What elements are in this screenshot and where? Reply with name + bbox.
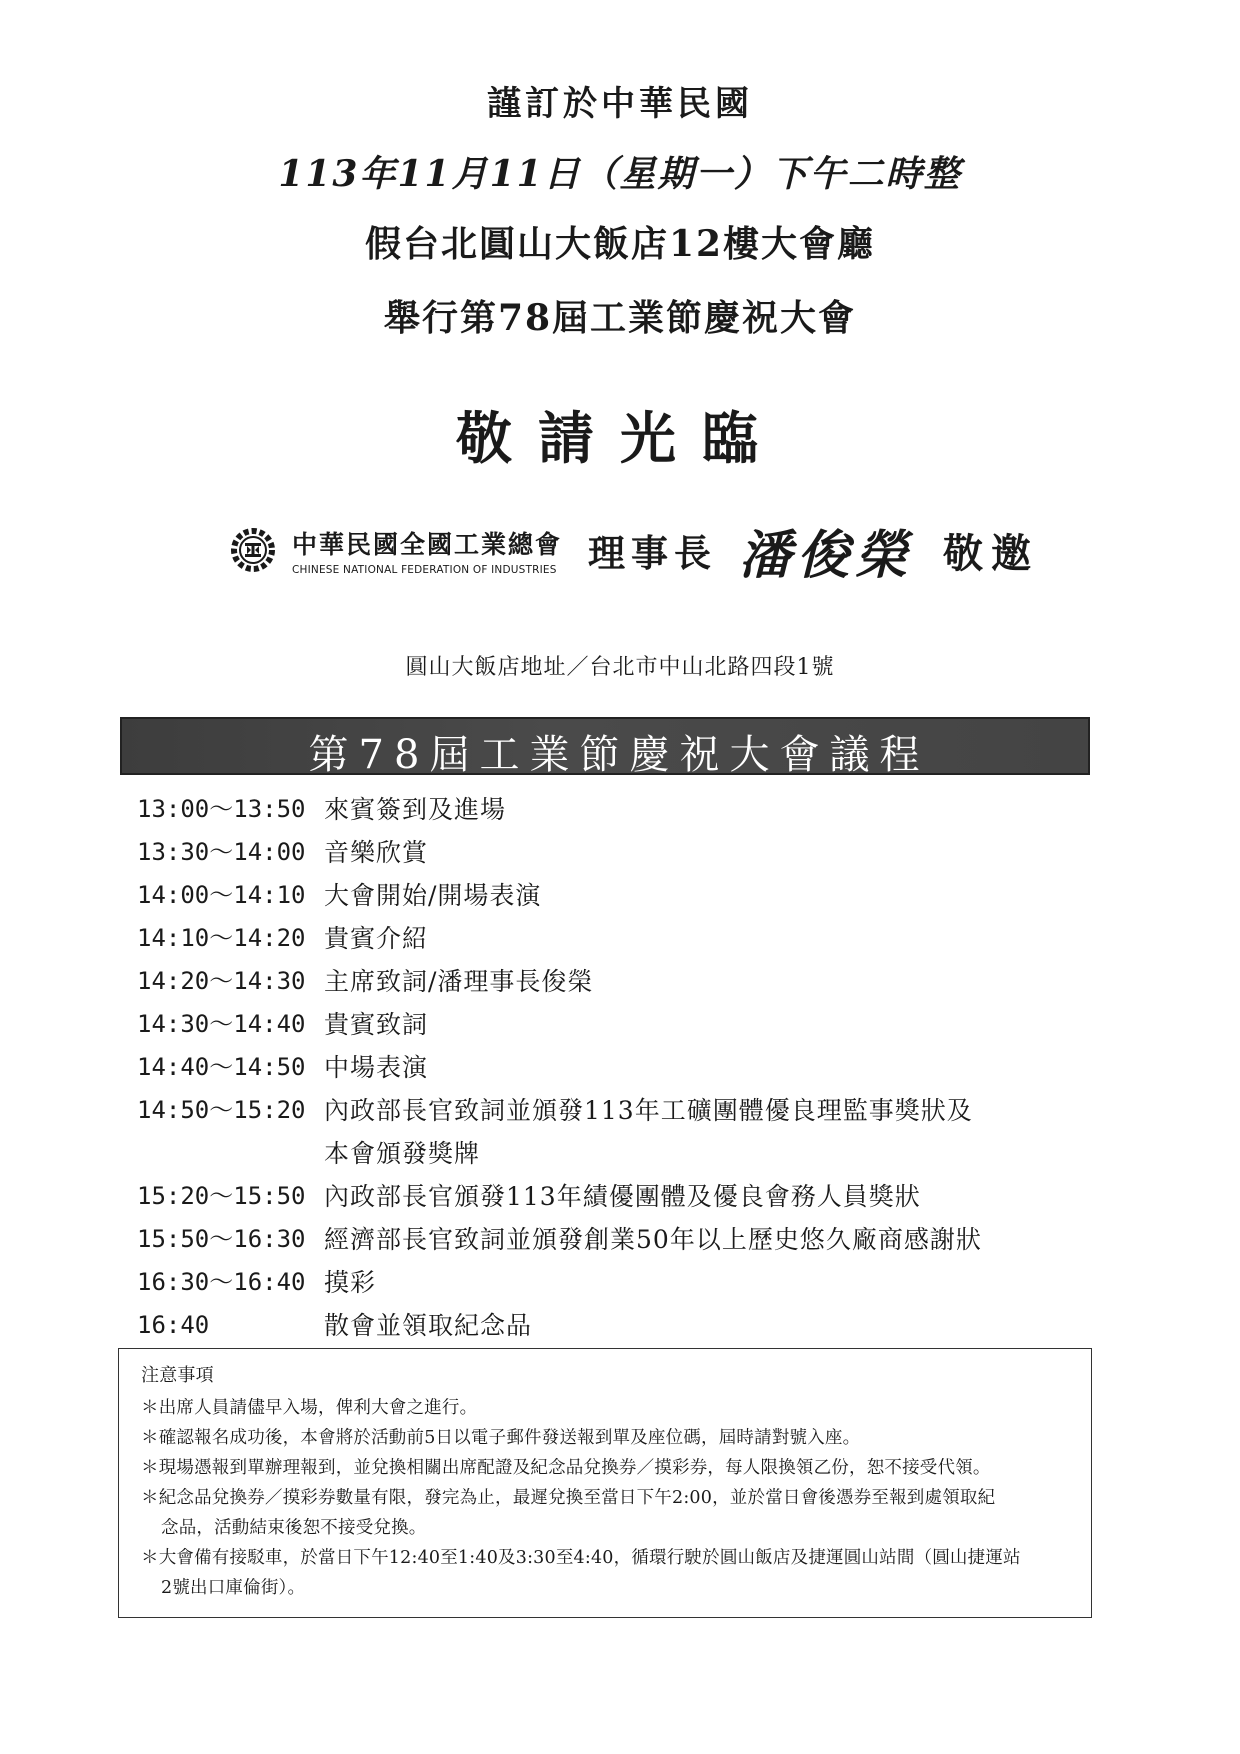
agenda-time: 13:00～13:50 <box>137 795 306 823</box>
note-item-continuation: 2號出口庫倫街）。 <box>161 1578 306 1598</box>
agenda-row <box>137 917 1117 960</box>
agenda-banner <box>120 717 1090 778</box>
organization-name-en: CHINESE NATIONAL FEDERATION OF INDUSTRIES <box>292 563 557 576</box>
agenda-time: 15:50～16:30 <box>137 1225 306 1253</box>
agenda-event: 音樂欣賞 <box>324 838 429 867</box>
agenda-row <box>137 831 1117 874</box>
agenda-event: 貴賓致詞 <box>324 1010 429 1039</box>
invitation-please-attend: 敬請光臨 <box>456 406 784 472</box>
invitation-line-1: 謹訂於中華民國 <box>487 84 753 124</box>
agenda-event: 來賓簽到及進場 <box>324 795 507 824</box>
agenda-row <box>137 1089 1117 1132</box>
agenda-row-continuation <box>137 1132 1117 1175</box>
invitation-event: 舉行第78屆工業節慶祝大會 <box>383 297 857 339</box>
agenda-event: 散會並領取紀念品 <box>324 1311 533 1340</box>
agenda-time: 13:30～14:00 <box>137 838 306 866</box>
host-role: 理事長 <box>588 531 718 575</box>
note-item: ＊確認報名成功後，本會將於活動前5日以電子郵件發送報到單及座位碼，屆時請對號入座。 <box>141 1428 861 1448</box>
agenda-event: 貴賓介紹 <box>324 924 429 953</box>
agenda-event: 內政部長官頒發113年績優團體及優良會務人員獎狀 <box>324 1182 921 1211</box>
agenda-event: 經濟部長官致詞並頒發創業50年以上歷史悠久廠商感謝狀 <box>324 1225 982 1254</box>
note-item-continuation: 念品，活動結束後恕不接受兌換。 <box>161 1518 427 1538</box>
agenda-row <box>137 960 1117 1003</box>
agenda-row <box>137 1046 1117 1089</box>
notes-box <box>118 1348 1092 1618</box>
note-item: ＊大會備有接駁車，於當日下午12:40至1:40及3:30至4:40，循環行駛於圓山飯店及捷運圓山站間（圓山捷運站 <box>141 1548 1021 1568</box>
agenda-event: 中場表演 <box>324 1053 429 1082</box>
agenda-event: 大會開始/開場表演 <box>324 881 542 910</box>
notes-title: 注意事項 <box>141 1365 214 1386</box>
agenda-time: 14:50～15:20 <box>137 1096 306 1124</box>
agenda-time: 16:40 <box>137 1311 210 1339</box>
agenda-time: 16:30～16:40 <box>137 1268 306 1296</box>
agenda-time: 14:40～14:50 <box>137 1053 306 1081</box>
invitation-venue: 假台北圓山大飯店12樓大會廳 <box>364 223 876 265</box>
note-item: ＊現場憑報到單辦理報到，並兌換相關出席配證及紀念品兌換券／摸彩券，每人限換領乙份，恕不接受代領。 <box>141 1458 991 1478</box>
agenda-time: 14:00～14:10 <box>137 881 306 909</box>
note-item: ＊紀念品兌換券／摸彩券數量有限，發完為止，最遲兌換至當日下午2:00，並於當日會後憑券至報到處領取紀 <box>141 1488 996 1508</box>
agenda-row <box>137 874 1117 917</box>
host-person-name: 潘俊榮 <box>739 524 914 586</box>
agenda-time: 14:10～14:20 <box>137 924 306 952</box>
host-invite: 敬邀 <box>943 529 1040 577</box>
agenda-event: 摸彩 <box>324 1268 377 1297</box>
agenda-title: 第78屆工業節慶祝大會議程 <box>308 732 930 778</box>
host-signature <box>228 510 1039 590</box>
note-item: ＊出席人員請儘早入場，俾利大會之進行。 <box>141 1398 478 1418</box>
agenda-event: 主席致詞/潘理事長俊榮 <box>324 967 594 996</box>
federation-emblem-icon <box>228 525 278 575</box>
agenda-row <box>137 1304 1117 1347</box>
agenda-row <box>137 1003 1117 1046</box>
agenda-row <box>137 788 1117 831</box>
venue-address: 圓山大飯店地址／台北市中山北路四段1號 <box>405 655 835 680</box>
agenda-row <box>137 1218 1117 1261</box>
agenda-event: 內政部長官致詞並頒發113年工礦團體優良理監事獎狀及 <box>324 1096 973 1125</box>
agenda-list <box>137 788 1117 1347</box>
invitation-date-time: 113年11月11日（星期一）下午二時整 <box>278 153 962 195</box>
agenda-time: 14:30～14:40 <box>137 1010 306 1038</box>
agenda-time: 14:20～14:30 <box>137 967 306 995</box>
agenda-row <box>137 1175 1117 1218</box>
organization-name-zh: 中華民國全國工業總會 <box>292 529 563 559</box>
agenda-event-continuation: 本會頒發獎牌 <box>324 1139 481 1168</box>
agenda-time: 15:20～15:50 <box>137 1182 306 1210</box>
organization-name <box>292 525 562 576</box>
agenda-row <box>137 1261 1117 1304</box>
